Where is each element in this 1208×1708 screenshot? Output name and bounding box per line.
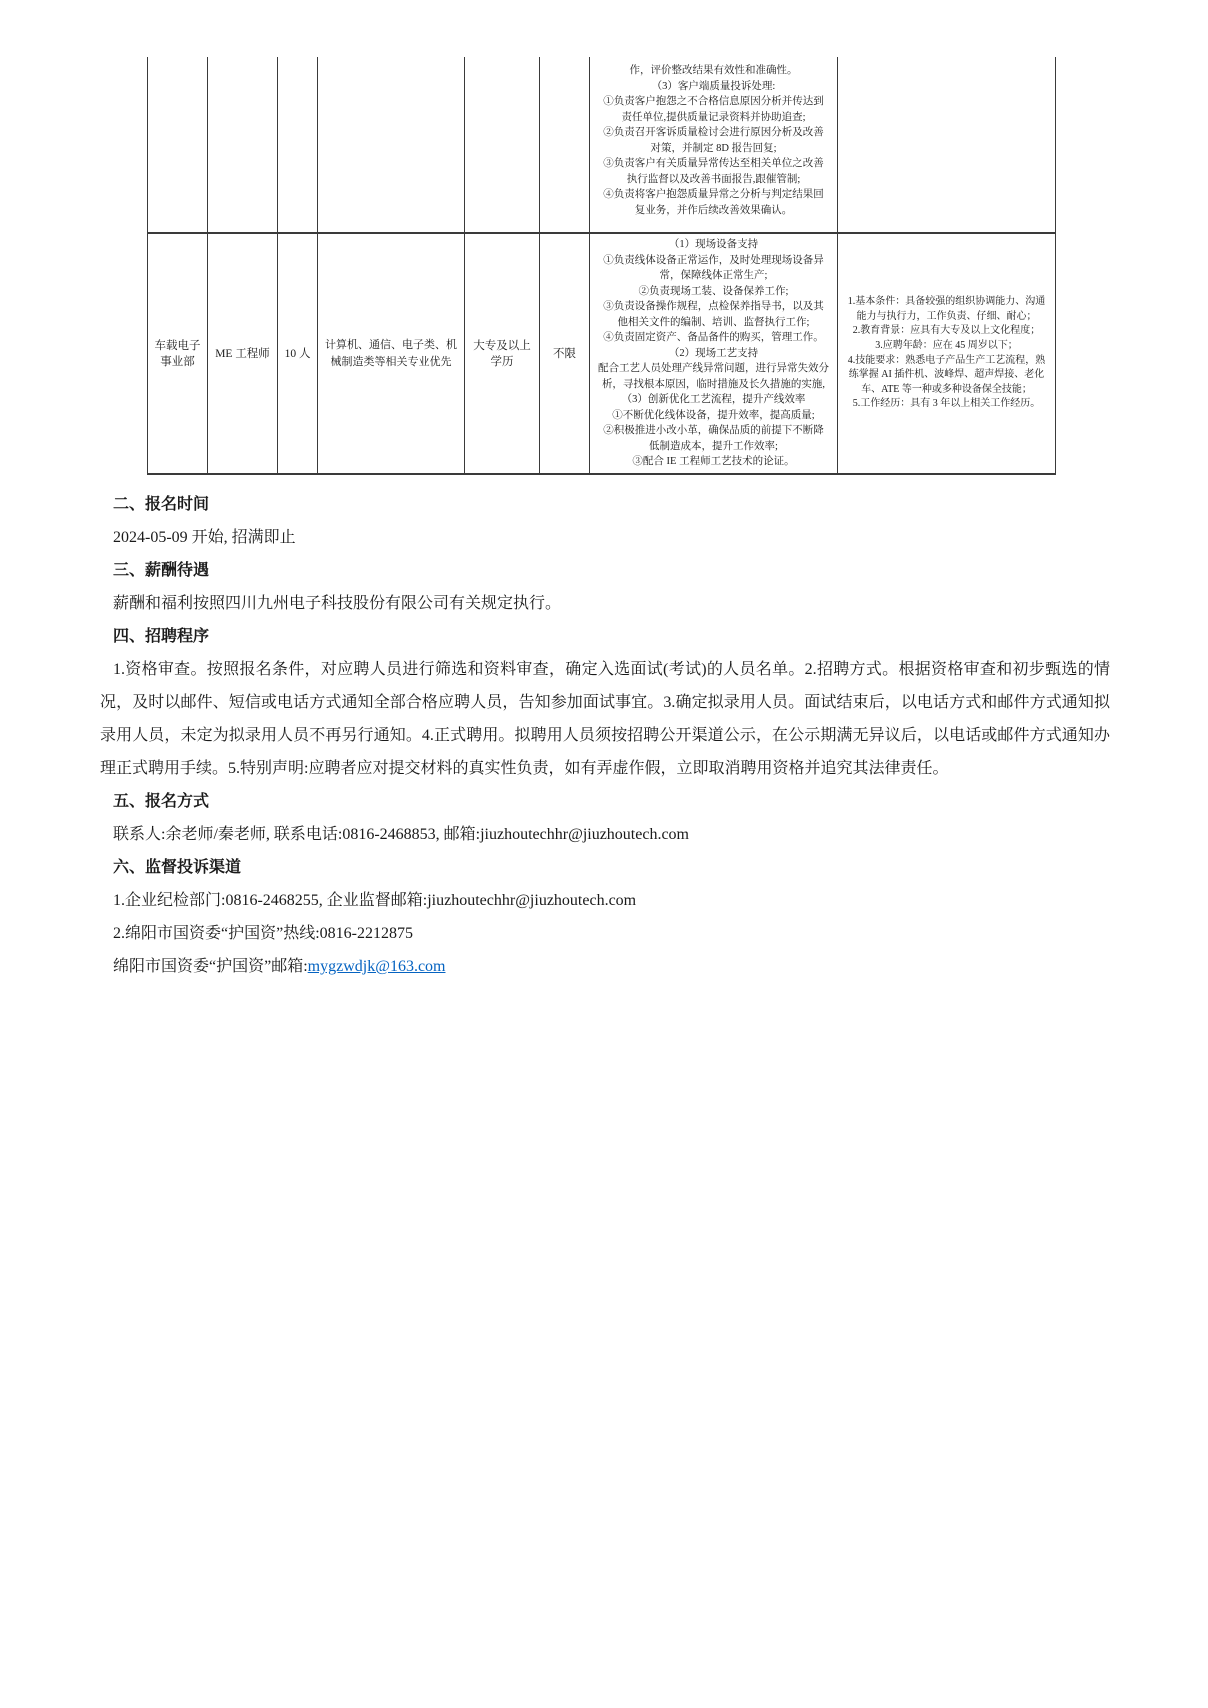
para-hotline: 2.绵阳市国资委“护国资”热线:0816-2212875	[113, 925, 413, 942]
cell-text-line: 4.技能要求：熟悉电子产品生产工艺流程，熟	[847, 354, 1046, 366]
cell-text-line: 3.应聘年龄：应在 45 周岁以下；	[875, 339, 1018, 351]
cell-text-line: ②负责现场工装、设备保养工作;	[638, 285, 789, 297]
table-row-me-engineer	[147, 234, 1056, 475]
cell-text-line: ④负责将客户抱怨质量异常之分析与判定结果回	[603, 189, 824, 200]
para-procedure: 1.资格审查。按照报名条件，对应聘人员进行筛选和资料审查，确定入选面试(考试)的人员名单。2.招聘方式。根据资格审查和初步甄选的情况，及时以邮件、短信或电话方式通知全部合格应聘人员，告知参加面试事宜。3.确定拟录用人员。面试结束后，以电话方式和邮件方式通知拟录用人员，未定为拟录用人员不再另行通知。4.正式聘用。拟聘用人员须按招聘公开渠道公示，在公示期满无异议后，以电话或邮件方式通知办理正式聘用手续。5.特别声明:应聘者应对提交材料的真实性负责，如有弄虚作假，立即取消聘用资格并追究其法律责任。	[100, 661, 1110, 777]
section-heading-procedure: 四、招聘程序	[113, 628, 210, 645]
supervision-email-link[interactable]: mygzwdjk@163.com	[307, 958, 446, 975]
section-heading-registration-time: 二、报名时间	[113, 496, 210, 513]
cell-headcount-continued	[278, 57, 318, 232]
cell-major: 计算机、通信、电子类、机械制造类等相关专业优先	[318, 234, 465, 473]
cell-text-line: ③负责客户有关质量异常传达至相关单位之改善	[603, 158, 824, 169]
cell-text-line: 他相关文件的编制、培训、监督执行工作;	[617, 316, 810, 328]
cell-text-line: 对策，并制定 8D 报告回复;	[650, 142, 777, 154]
cell-text-line: （3）客户端质量投诉处理:	[651, 80, 776, 92]
cell-text-line: ④负责固定资产、备品备件的购买，管理工作。	[603, 332, 824, 344]
cell-duties	[590, 234, 838, 473]
cell-text-line: ①不断优化线体设备，提升效率，提高质量;	[612, 409, 815, 421]
cell-department-continued	[147, 57, 208, 232]
supervision-email-label: 绵阳市国资委“护国资”邮箱:	[113, 958, 308, 975]
para-discipline-contact: 1.企业纪检部门:0816-2468255, 企业监督邮箱:jiuzhoutechhr@jiuzhoutech.com	[113, 892, 637, 909]
cell-text-line: ①负责客户抱怨之不合格信息原因分析并传达到	[603, 96, 824, 107]
cell-text-line: ①负责线体设备正常运作，及时处理现场设备异	[603, 254, 824, 266]
cell-headcount: 10 人	[278, 234, 318, 473]
cell-text-line: 练掌握 AI 插件机、波峰焊、超声焊接、老化	[848, 369, 1045, 381]
cell-major-continued	[318, 57, 465, 232]
cell-text-line: 能力与执行力，工作负责、仔细、耐心；	[856, 310, 1037, 322]
cell-text-line: 作，评价整改结果有效性和准确性。	[629, 65, 798, 76]
section-heading-supervision: 六、监督投诉渠道	[113, 859, 242, 876]
cell-text-line: （3）创新优化工艺流程，提升产线效率	[621, 394, 806, 406]
cell-text-line: 低制造成本，提升工作效率;	[649, 440, 778, 452]
table-row-continued	[147, 57, 1056, 234]
cell-other: 不限	[540, 234, 590, 473]
para-supervision-email	[100, 950, 1110, 983]
cell-text-line: ③配合 IE 工程师工艺技术的论证。	[632, 456, 795, 468]
recruitment-table	[147, 57, 1056, 475]
cell-education: 大专及以上 学历	[465, 234, 540, 473]
cell-text-line: 2.教育背景：应具有大专及以上文化程度；	[852, 325, 1041, 337]
cell-text-line: （1）现场设备支持	[668, 239, 759, 251]
cell-text-line: 1.基本条件：具备较强的组织协调能力、沟通	[847, 296, 1046, 308]
cell-text-line: ②积极推进小改小革，确保品质的前提下不断降	[603, 425, 824, 437]
cell-text-line: ③负责设备操作规程，点检保养指导书，以及其	[603, 301, 824, 313]
cell-department: 车载电子 事业部	[147, 234, 208, 473]
para-salary: 薪酬和福利按照四川九州电子科技股份有限公司有关规定执行。	[113, 595, 562, 612]
cell-text-line: 复业务，并作后续改善效果确认。	[634, 204, 793, 216]
para-contact-info: 联系人:余老师/秦老师, 联系电话:0816-2468853, 邮箱:jiuzhoutechhr@jiuzhoutech.com	[113, 826, 690, 843]
cell-text-line: 执行监督以及改善书面报告,跟催管制;	[626, 173, 801, 185]
cell-other-continued	[540, 57, 590, 232]
cell-text-line: （2）现场工艺支持	[668, 347, 759, 359]
document-body	[100, 488, 1110, 983]
cell-text-line: 责任单位,提供质量记录资料并协助追查;	[621, 111, 806, 123]
cell-requirements-continued	[838, 57, 1056, 232]
cell-position-continued	[208, 57, 278, 232]
cell-text-line: 5.工作经历：具有 3 年以上相关工作经历。	[852, 398, 1041, 410]
cell-text-line: ②负责召开客诉质量检讨会进行原因分析及改善	[603, 127, 824, 138]
cell-text-line: 析，寻找根本原因，临时措施及长久措施的实施,	[601, 378, 826, 390]
section-heading-salary: 三、薪酬待遇	[113, 562, 210, 579]
cell-text-line: 常，保障线体正常生产;	[659, 270, 768, 282]
para-registration-time: 2024-05-09 开始, 招满即止	[113, 529, 296, 546]
cell-education-continued	[465, 57, 540, 232]
cell-position: ME 工程师	[208, 234, 278, 473]
cell-duties-continued	[590, 57, 838, 232]
cell-text-line: 配合工艺人员处理产线异常问题，进行异常失效分	[598, 363, 829, 375]
cell-requirements	[838, 234, 1056, 473]
section-heading-apply-method: 五、报名方式	[113, 793, 210, 810]
cell-text-line: 车、ATE 等一种或多种设备保全技能；	[861, 383, 1032, 395]
